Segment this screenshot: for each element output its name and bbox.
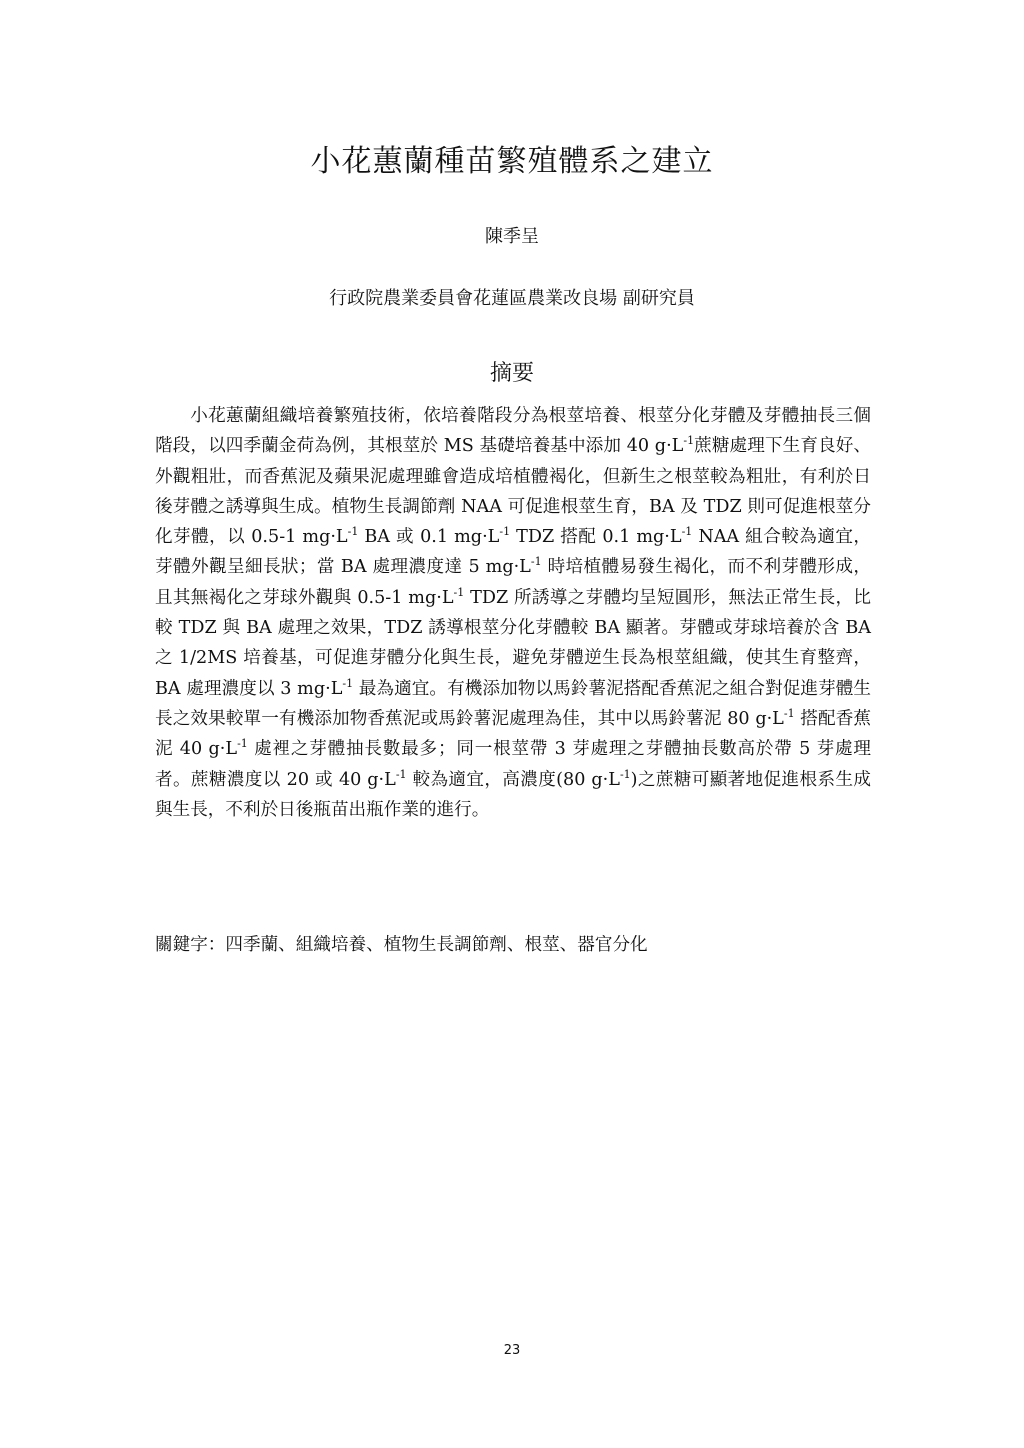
- unit-superscript: -1: [499, 525, 511, 539]
- abstract-text: 處裡之芽體抽長數最多；同一根莖帶 3 芽處理之芽體抽長數高於帶 5 芽處理者。蔗糖濃度以 20 或 40 g·L: [155, 739, 871, 790]
- paper-title: 小花蕙蘭種苗繁殖體系之建立: [310, 144, 714, 179]
- unit-superscript: -1: [347, 525, 359, 539]
- page-number: 23: [503, 1343, 521, 1358]
- abstract-text: 蔗糖處理下生育良好、外觀粗壯，而香蕉泥及蘋果泥處理雖會造成培植體褐化，但新生之根莖較為粗壯，有利於日後芽體之誘導與生成。植物生長調節劑 NAA 可促進根莖生育，BA 及 TDZ 則可促進根莖分化芽體，以 0.5-1 mg·L: [155, 436, 871, 548]
- unit-superscript: -1: [530, 555, 542, 569]
- unit-superscript: -1: [453, 585, 465, 599]
- abstract-text: TDZ 所誘導之芽體均呈短圓形，無法正常生長，比較 TDZ 與 BA 處理之效果，TDZ 誘導根莖分化芽體較 BA 顯著。芽體或芽球培養於含 BA 之 1/2MS 培養基，可促進芽體分化與生長，避免芽體逆生長為根莖組織，使其生育整齊，BA 處理濃度以 3 mg·L: [155, 587, 871, 699]
- author-name: 陳季呈: [485, 226, 539, 247]
- unit-superscript: -1: [783, 707, 795, 721]
- abstract-text: 較為適宜，高濃度(80 g·L: [406, 769, 620, 790]
- abstract-text: TDZ 搭配 0.1 mg·L: [510, 527, 682, 548]
- abstract-heading: 摘要: [489, 361, 534, 386]
- abstract-body: [155, 401, 871, 825]
- abstract-text: 小花蕙蘭組織培養繁殖技術，依培養階段分為根莖培養、根莖分化芽體及芽體抽長三個階段，以四季蘭金荷為例，其根莖於 MS 基礎培養基中添加 40 g·L: [155, 406, 871, 457]
- unit-superscript: -1: [237, 737, 248, 751]
- unit-superscript: -1: [619, 767, 631, 781]
- unit-superscript: -1: [681, 525, 693, 539]
- abstract-text: 時培植體易發生褐化，而不利芽體形成，且其無褐化之芽球外觀與 0.5-1 mg·L: [155, 557, 871, 608]
- unit-superscript: -1: [395, 767, 407, 781]
- abstract-text: 搭配香蕉泥 40 g·L: [155, 708, 872, 760]
- unit-superscript: -1: [683, 434, 695, 448]
- abstract-text: BA 或 0.1 mg·L: [358, 527, 500, 548]
- keywords-line: 關鍵字：四季蘭、組織培養、植物生長調節劑、根莖、器官分化: [155, 935, 648, 955]
- abstract-text: 最為適宜。有機添加物以馬鈴薯泥搭配香蕉泥之組合對促進芽體生長之效果較單一有機添加物香蕉泥或馬鈴薯泥處理為佳，其中以馬鈴薯泥 80 g·L: [155, 678, 871, 729]
- author-affiliation: 行政院農業委員會花蓮區農業改良場 副研究員: [329, 288, 695, 309]
- abstract-text: )之蔗糖可顯著地促進根系生成與生長，不利於日後瓶苗出瓶作業的進行。: [155, 769, 871, 820]
- unit-superscript: -1: [342, 676, 354, 690]
- abstract-text: NAA 組合較為適宜，芽體外觀呈細長狀；當 BA 處理濃度達 5 mg·L: [155, 527, 871, 578]
